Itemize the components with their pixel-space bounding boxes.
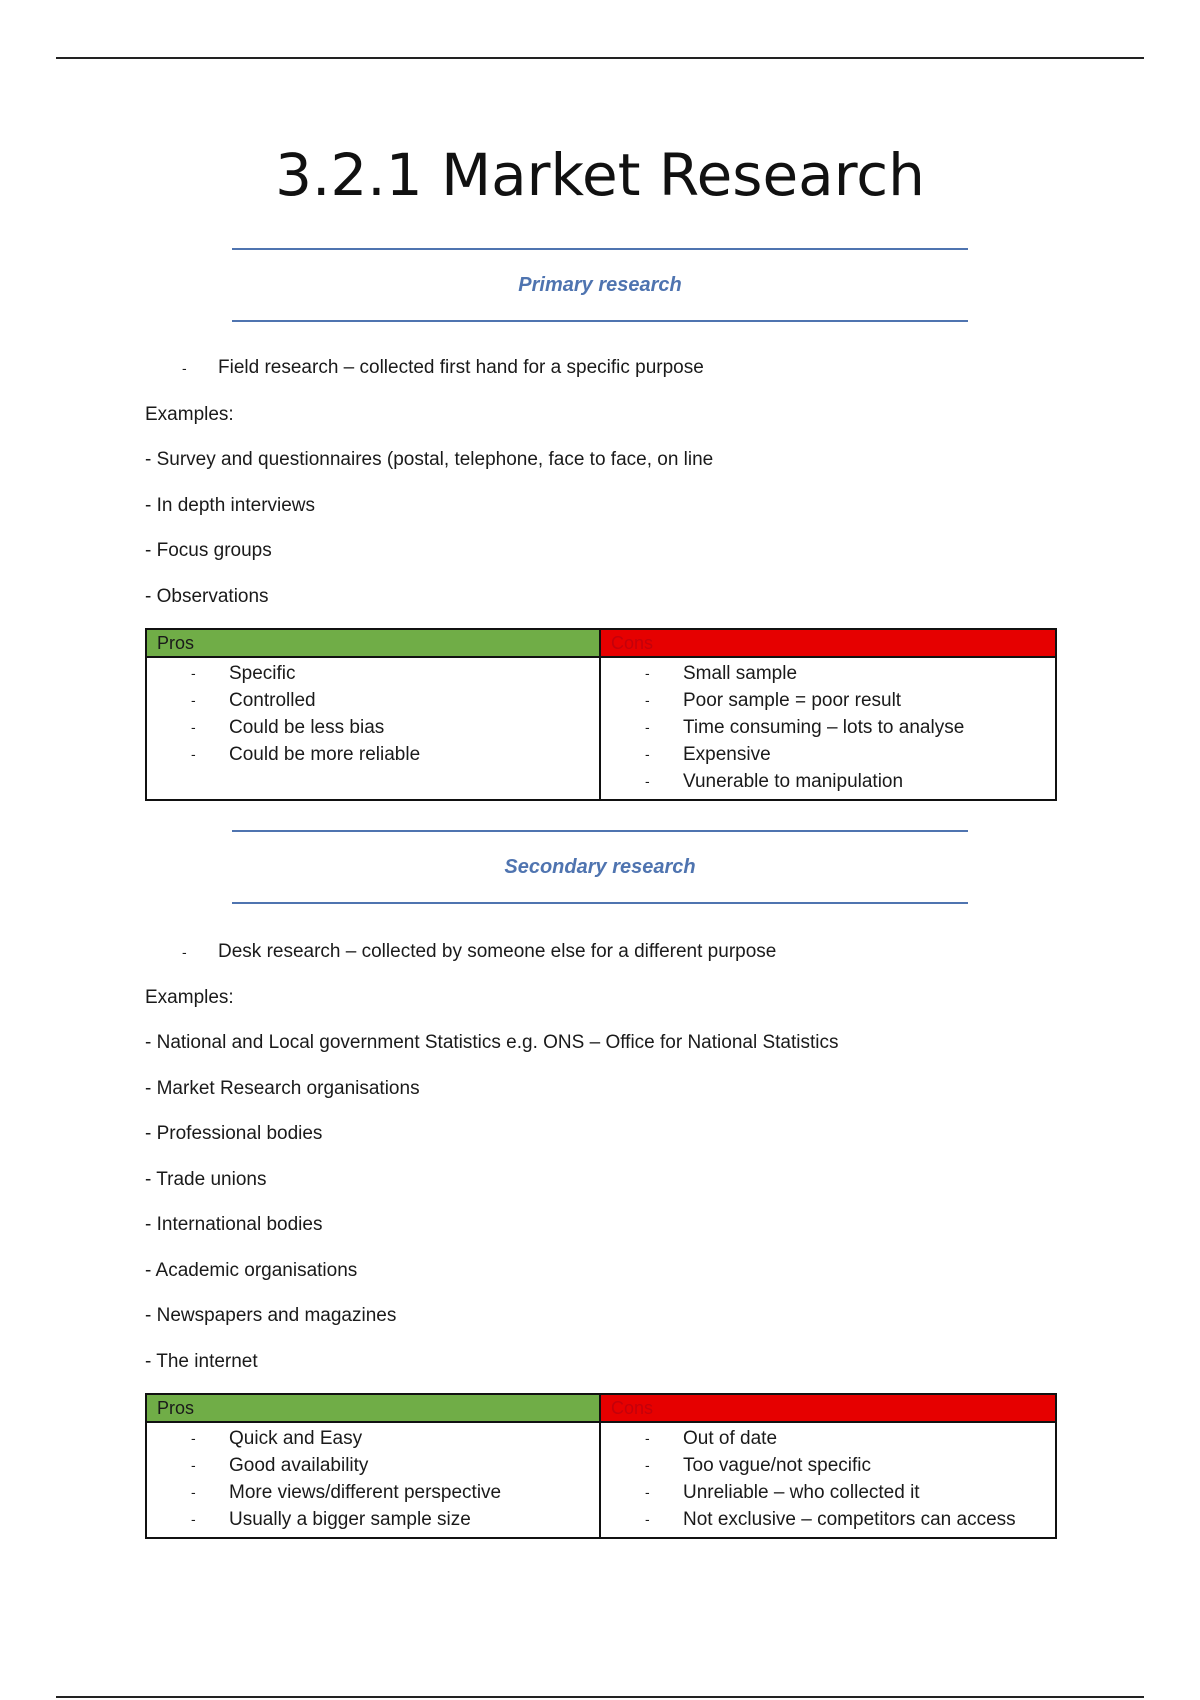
cons-item: - Out of date — [645, 1425, 1055, 1452]
primary-example-item: - Survey and questionnaires (postal, telephone, face to face, on line — [145, 449, 714, 470]
secondary-example-item: - Professional bodies — [145, 1123, 323, 1144]
pros-item: - Good availability — [191, 1452, 599, 1479]
cons-header: Cons — [600, 629, 1056, 657]
primary-bullet — [182, 356, 704, 380]
cons-item: - Poor sample = poor result — [645, 687, 1055, 714]
pros-item: - Specific — [191, 660, 599, 687]
secondary-research-heading: Secondary research — [232, 830, 968, 904]
cons-item: - Time consuming – lots to analyse — [645, 714, 1055, 741]
pros-header: Pros — [146, 1394, 600, 1422]
primary-example-item: - Focus groups — [145, 540, 272, 561]
cons-item: - Expensive — [645, 741, 1055, 768]
cons-item: - Not exclusive – competitors can access — [645, 1506, 1055, 1533]
cons-item: - Small sample — [645, 660, 1055, 687]
pros-list — [147, 1425, 599, 1533]
cons-header: Cons — [600, 1394, 1056, 1422]
pros-cell — [146, 1422, 600, 1538]
secondary-bullet-text: Desk research – collected by someone else for a different purpose — [218, 941, 777, 962]
primary-bullet-text: Field research – collected first hand for a specific purpose — [218, 357, 704, 378]
bullet-dash: - — [182, 360, 187, 376]
pros-item: - Controlled — [191, 687, 599, 714]
pros-item: - Could be less bias — [191, 714, 599, 741]
pros-item: - Usually a bigger sample size — [191, 1506, 599, 1533]
pros-item: - More views/different perspective — [191, 1479, 599, 1506]
bottom-rule — [56, 1696, 1144, 1698]
cons-item: - Too vague/not specific — [645, 1452, 1055, 1479]
cons-list — [601, 660, 1055, 795]
secondary-example-item: - National and Local government Statistics e.g. ONS – Office for National Statistics — [145, 1032, 839, 1053]
primary-research-heading: Primary research — [232, 248, 968, 322]
primary-examples-label: Examples: — [145, 404, 234, 425]
primary-example-item: - Observations — [145, 586, 269, 607]
cons-list — [601, 1425, 1055, 1533]
cons-item: - Vunerable to manipulation — [645, 768, 1055, 795]
pros-list — [147, 660, 599, 768]
pros-cell — [146, 657, 600, 800]
primary-pros-cons-table — [145, 628, 1057, 801]
secondary-examples-label: Examples: — [145, 987, 234, 1008]
secondary-example-item: - The internet — [145, 1351, 258, 1372]
secondary-example-item: - Trade unions — [145, 1169, 267, 1190]
bullet-dash: - — [182, 944, 187, 960]
secondary-bullet — [182, 940, 776, 964]
cons-item: - Unreliable – who collected it — [645, 1479, 1055, 1506]
secondary-pros-cons-table — [145, 1393, 1057, 1539]
pros-item: - Could be more reliable — [191, 741, 599, 768]
pros-item: - Quick and Easy — [191, 1425, 599, 1452]
secondary-example-item: - Market Research organisations — [145, 1078, 420, 1099]
pros-header: Pros — [146, 629, 600, 657]
page-title: 3.2.1 Market Research — [275, 141, 925, 209]
cons-cell — [600, 657, 1056, 800]
secondary-example-item: - International bodies — [145, 1214, 323, 1235]
primary-example-item: - In depth interviews — [145, 495, 316, 516]
top-rule — [56, 57, 1144, 59]
cons-cell — [600, 1422, 1056, 1538]
secondary-example-item: - Academic organisations — [145, 1260, 358, 1281]
secondary-example-item: - Newspapers and magazines — [145, 1305, 397, 1326]
